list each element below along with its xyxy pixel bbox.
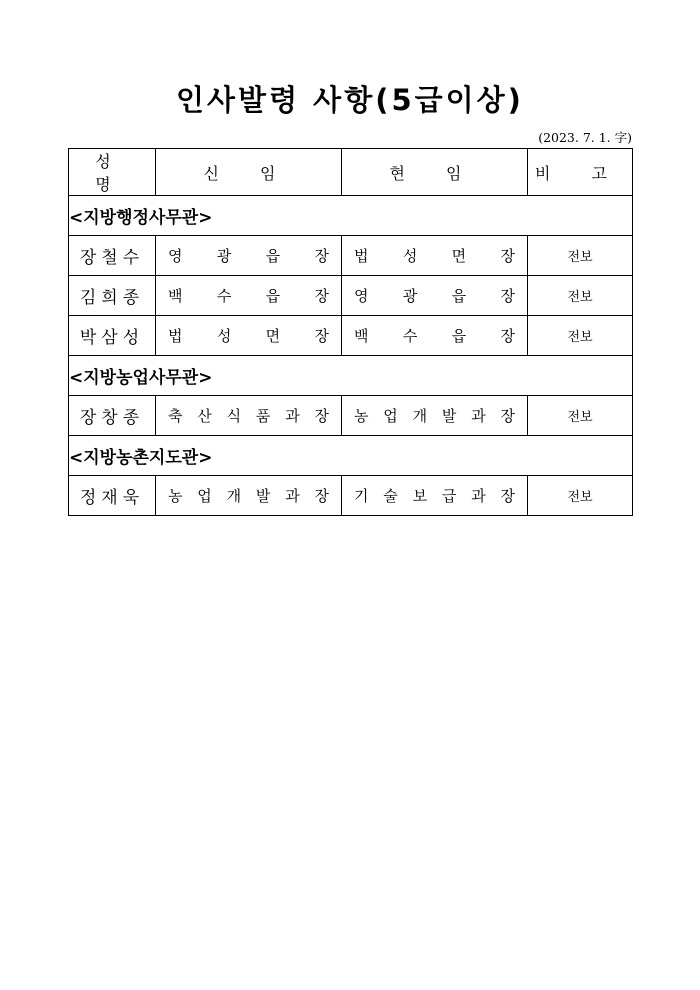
header-name: 성 명 (69, 149, 156, 196)
table-row (69, 476, 633, 516)
new-post: 백 수 읍 장 (156, 276, 342, 316)
employee-name: 정재욱 (69, 476, 156, 516)
new-post: 축 산 식 품 과 장 (156, 396, 342, 436)
section-title: <지방농업사무관> (69, 356, 633, 396)
section-title: <지방농촌지도관> (69, 436, 633, 476)
section-row (69, 436, 633, 476)
current-post: 기 술 보 급 과 장 (342, 476, 528, 516)
current-post: 영 광 읍 장 (342, 276, 528, 316)
section-row (69, 356, 633, 396)
employee-name: 박삼성 (69, 316, 156, 356)
note: 전보 (528, 316, 633, 356)
note: 전보 (528, 396, 633, 436)
table-row (69, 276, 633, 316)
appointment-table (68, 148, 633, 516)
table-row (69, 236, 633, 276)
issue-date: (2023. 7. 1. 字) (538, 130, 632, 145)
table-row (69, 396, 633, 436)
header-current-post: 현 임 (342, 149, 528, 196)
note: 전보 (528, 236, 633, 276)
new-post: 영 광 읍 장 (156, 236, 342, 276)
note: 전보 (528, 476, 633, 516)
current-post: 법 성 면 장 (342, 236, 528, 276)
table-body (69, 196, 633, 516)
header-row (69, 149, 633, 196)
section-title: <지방행정사무관> (69, 196, 633, 236)
new-post: 법 성 면 장 (156, 316, 342, 356)
header-new-post: 신 임 (156, 149, 342, 196)
page-title: 인사발령 사항(5급이상) (176, 83, 524, 117)
employee-name: 장창종 (69, 396, 156, 436)
current-post: 백 수 읍 장 (342, 316, 528, 356)
section-row (69, 196, 633, 236)
new-post: 농 업 개 발 과 장 (156, 476, 342, 516)
note: 전보 (528, 276, 633, 316)
employee-name: 장철수 (69, 236, 156, 276)
table-row (69, 316, 633, 356)
header-note: 비 고 (528, 149, 633, 196)
current-post: 농 업 개 발 과 장 (342, 396, 528, 436)
employee-name: 김희종 (69, 276, 156, 316)
